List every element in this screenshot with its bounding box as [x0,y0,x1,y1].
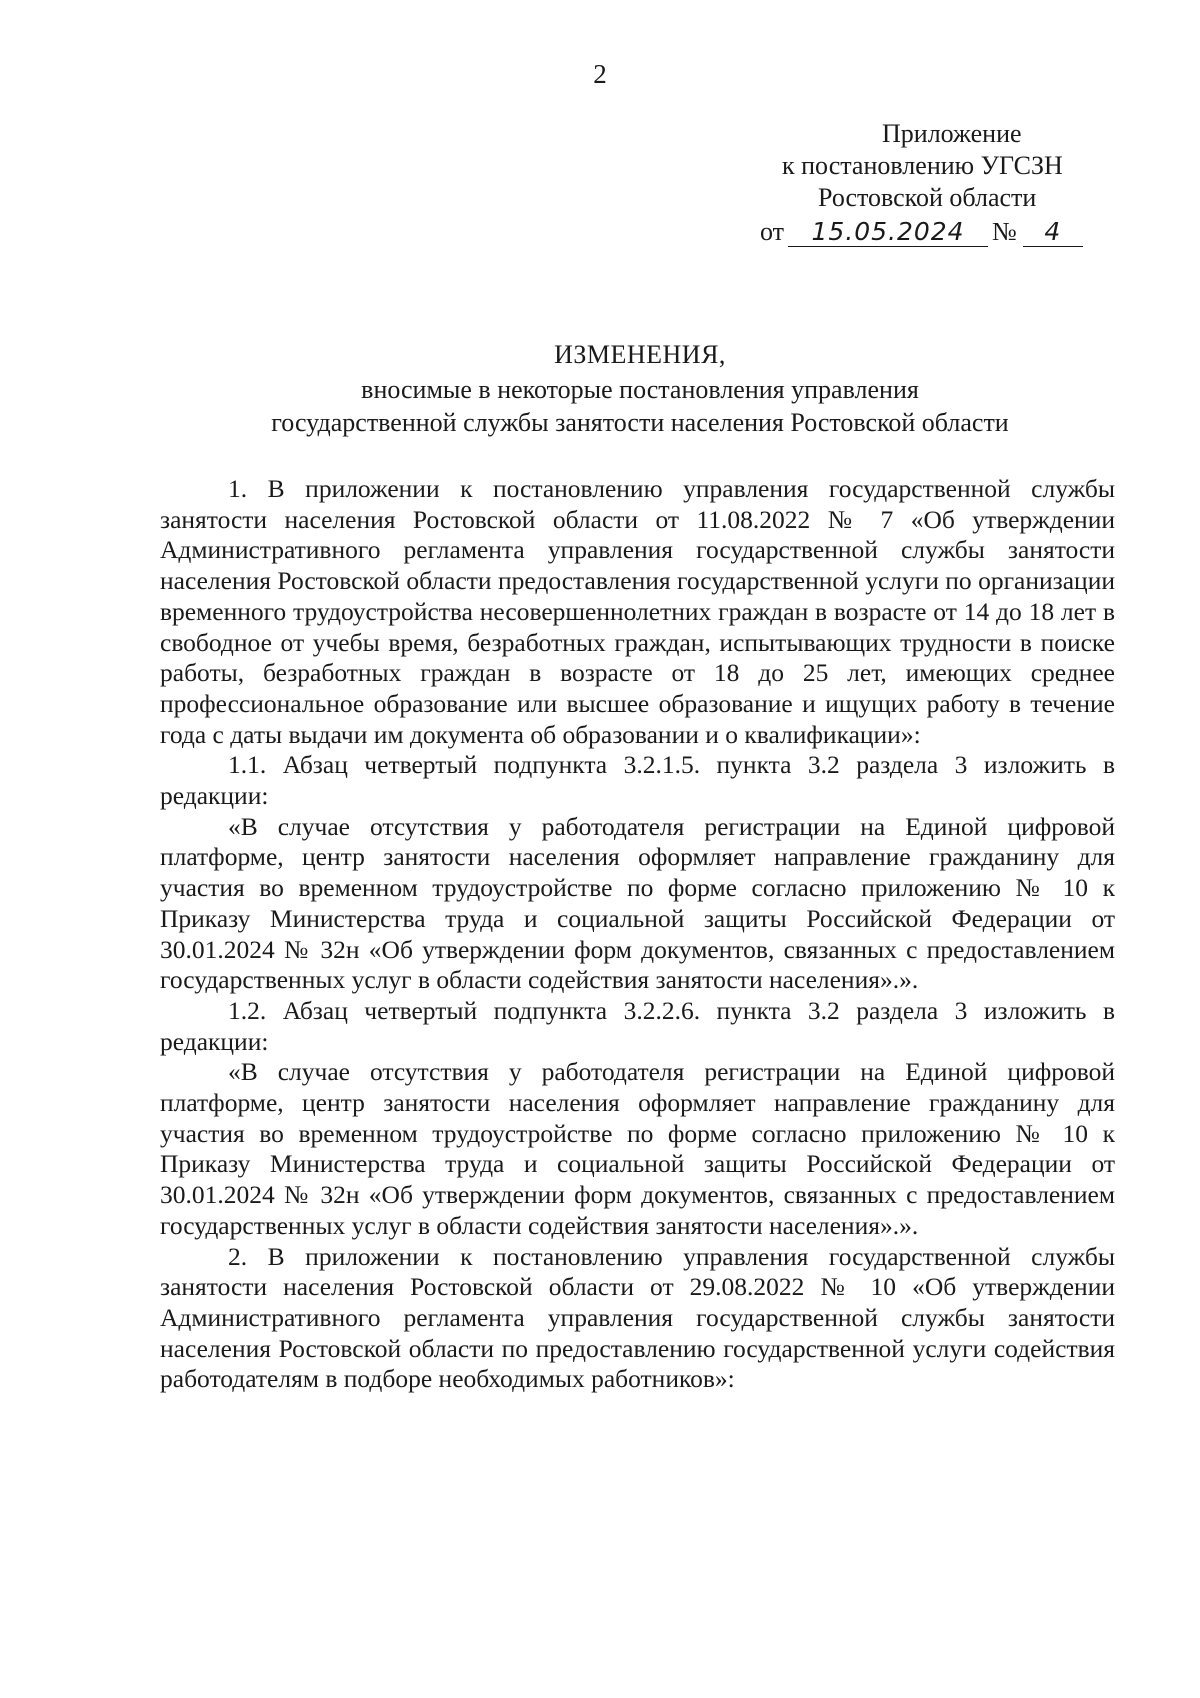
paragraph-1-1-quote: «В случае отсутствия у работодателя регистрации на Единой цифровой платформе, центр занятости населения оформляет направление гражданину для участия во временном трудоустройстве по форме согласно приложению № 10 к Приказу Министерства труда и социальной защиты Российской Федерации от 30.01.2024 № 32н «Об утверждении форм документов, связанных с предоставлением государственных услуг в области содействия занятости населения».». [160,811,1115,995]
paragraph-1: 1. В приложении к постановлению управления государственной службы занятости населения Ростовской области от 11.08.2022 № 7 «Об утверждении Административного регламента управления государственной службы занятости населения Ростовской области предоставления государственной услуги по организации временного трудоустройства несовершеннолетних граждан в возрасте от 14 до 18 лет в свободное от учебы время, безработных граждан, испытывающих трудности в поиске работы, безработных граждан в возрасте от 18 до 25 лет, имеющих среднее профессиональное образование или высшее образование и ищущих работу в течение года с даты выдачи им документа об образовании и о квалификации»: [160,474,1115,749]
page-number: 2 [593,59,607,89]
appendix-date-line [760,216,1120,248]
date-prefix: от [760,217,785,246]
appendix-label: Приложение [882,119,1022,148]
handwritten-number: 4 [1023,218,1083,247]
paragraph-1-1: 1.1. Абзац четвертый подпункта 3.2.1.5. пункта 3.2 раздела 3 изложить в редакции: [160,750,1115,811]
document-title: ИЗМЕНЕНИЯ, [554,340,726,369]
appendix-region: Ростовской области [818,183,1037,212]
handwritten-date: 15.05.2024 [788,218,988,247]
paragraph-2: 2. В приложении к постановлению управления государственной службы занятости населения Ростовской области от 29.08.2022 № 10 «Об утверждении Административного регламента управления государственной службы занятости населения Ростовской области по предоставлению государственной услуги содействия работодателям в подборе необходимых работников»: [160,1241,1115,1394]
paragraph-1-2-quote: «В случае отсутствия у работодателя регистрации на Единой цифровой платформе, центр занятости населения оформляет направление гражданину для участия во временном трудоустройстве по форме согласно приложению № 10 к Приказу Министерства труда и социальной защиты Российской Федерации от 30.01.2024 № 32н «Об утверждении форм документов, связанных с предоставлением государственных услуг в области содействия занятости населения».». [160,1057,1115,1240]
appendix-header [760,118,1120,248]
document-body [160,474,1115,1395]
paragraph-1-2: 1.2. Абзац четвертый подпункта 3.2.2.6. пункта 3.2 раздела 3 изложить в редакции: [160,995,1115,1056]
number-prefix: № [992,217,1017,246]
document-subtitle-line1: вносимые в некоторые постановления управления [361,375,919,404]
appendix-reference: к постановлению УГСЗН [782,151,1063,180]
document-subtitle-line2: государственной службы занятости населения Ростовской области [271,408,1009,437]
document-heading [160,338,1120,439]
